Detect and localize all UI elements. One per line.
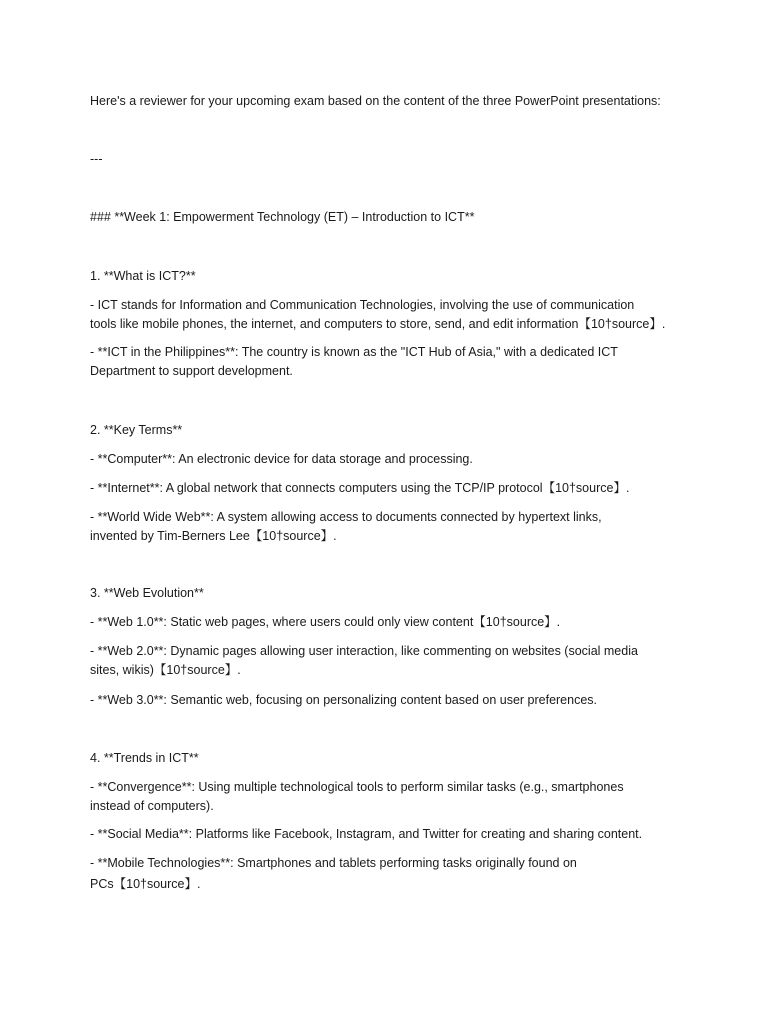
section-title: 2. **Key Terms** xyxy=(90,423,183,437)
section-title: 4. **Trends in ICT** xyxy=(90,751,199,765)
list-item-line: invented by Tim-Berners Lee【10†source】. xyxy=(90,529,337,543)
list-item-line: instead of computers). xyxy=(90,799,214,813)
list-item-line: - **Web 3.0**: Semantic web, focusing on personalizing content based on user preferences. xyxy=(90,693,598,707)
list-item-line: - **Mobile Technologies**: Smartphones and tablets performing tasks originally found on xyxy=(90,856,577,870)
section-title: 1. **What is ICT?** xyxy=(90,269,196,283)
list-item-line: - **Web 1.0**: Static web pages, where users could only view content【10†source】. xyxy=(90,615,561,629)
list-item-line: - **Internet**: A global network that connects computers using the TCP/IP protocol【10†source】. xyxy=(90,481,630,495)
intro-text: Here's a reviewer for your upcoming exam based on the content of the three PowerPoint presentations: xyxy=(90,94,661,108)
section-title: 3. **Web Evolution** xyxy=(90,586,204,600)
list-item-line: - **Computer**: An electronic device for data storage and processing. xyxy=(90,452,473,466)
week-heading: ### **Week 1: Empowerment Technology (ET) – Introduction to ICT** xyxy=(90,210,475,224)
list-item-line: Department to support development. xyxy=(90,364,293,378)
separator: --- xyxy=(90,152,103,166)
list-item-line: - **Web 2.0**: Dynamic pages allowing user interaction, like commenting on websites (social media xyxy=(90,644,638,658)
document-page xyxy=(90,0,690,1024)
list-item-line: - ICT stands for Information and Communication Technologies, involving the use of communication xyxy=(90,298,635,312)
list-item-line: PCs【10†source】. xyxy=(90,877,201,891)
list-item-line: tools like mobile phones, the internet, and computers to store, send, and edit information【10†source】. xyxy=(90,317,666,331)
list-item-line: - **ICT in the Philippines**: The country is known as the "ICT Hub of Asia," with a dedicated ICT xyxy=(90,345,618,359)
list-item-line: - **Convergence**: Using multiple technological tools to perform similar tasks (e.g., smartphones xyxy=(90,780,624,794)
list-item-line: sites, wikis)【10†source】. xyxy=(90,663,241,677)
list-item-line: - **World Wide Web**: A system allowing access to documents connected by hypertext links, xyxy=(90,510,602,524)
list-item-line: - **Social Media**: Platforms like Facebook, Instagram, and Twitter for creating and sharing content. xyxy=(90,827,643,841)
